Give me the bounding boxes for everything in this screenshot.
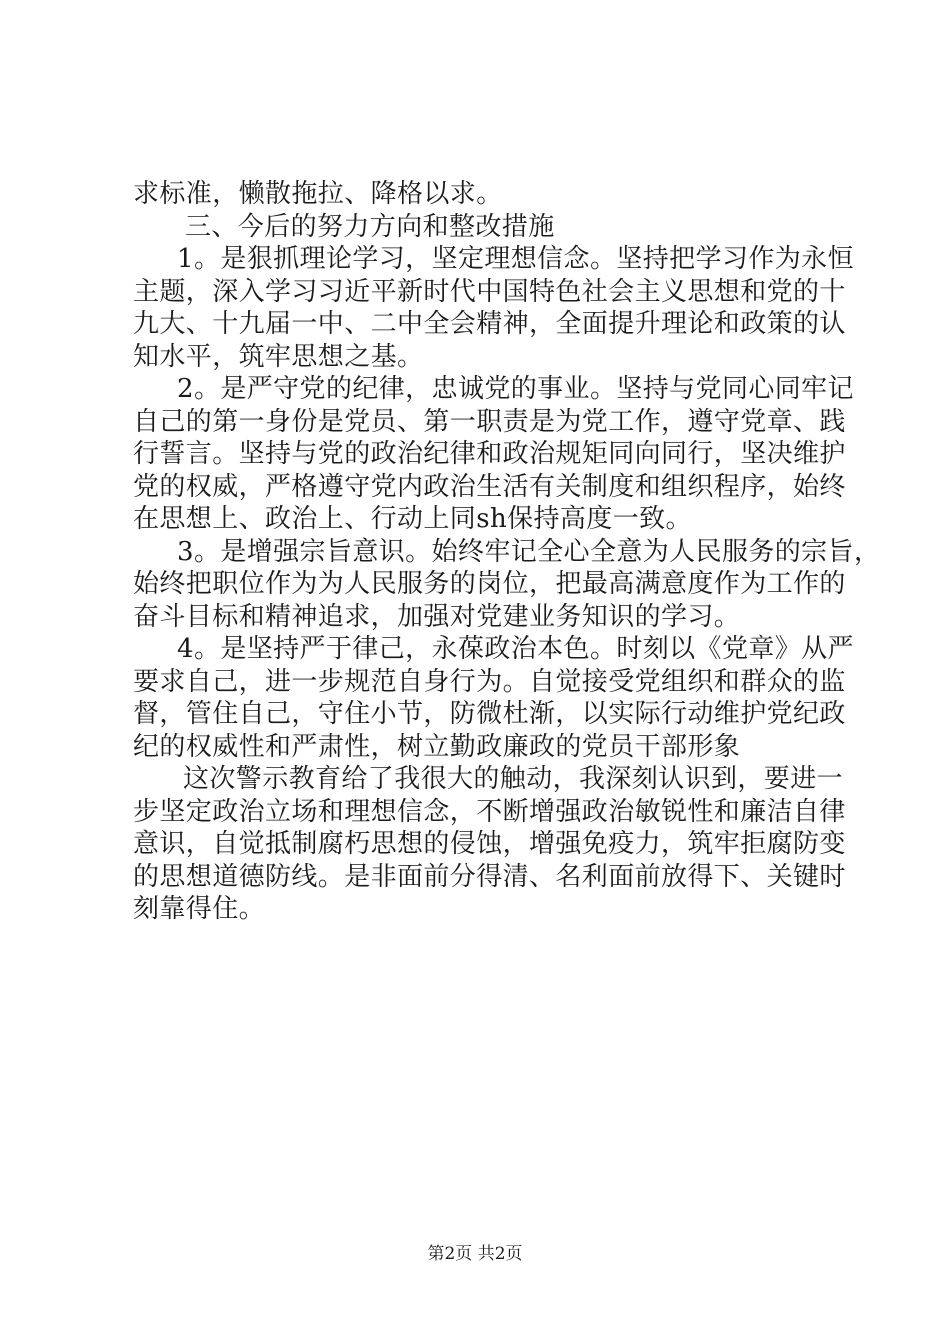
text-line: 求标准，懒散拖拉、降格以求。 bbox=[133, 179, 503, 209]
text-line: 奋斗目标和精神追求，加强对党建业务知识的学习。 bbox=[133, 601, 741, 632]
section-heading: 三、今后的努力方向和整改措施 bbox=[185, 211, 555, 242]
text-line: 知水平，筑牢思想之基。 bbox=[133, 341, 424, 372]
text-line: 行誓言。坚持与党的政治纪律和政治规矩同向同行，坚决维护 bbox=[133, 439, 846, 469]
text-line: 的思想道德防线。是非面前分得清、名利面前放得下、关键时 bbox=[133, 861, 846, 892]
text-line: 督，管住自己，守住小节，防微杜渐，以实际行动维护党纪政 bbox=[133, 699, 846, 729]
list-item-3-line: 3。是增强宗旨意识。始终牢记全心全意为人民服务的宗旨， bbox=[177, 536, 881, 567]
page-number-footer: 第2页 共2页 bbox=[427, 1244, 523, 1264]
text-line: 始终把职位作为为人民服务的岗位，把最高满意度作为工作的 bbox=[133, 569, 846, 599]
text-line: 纪的权威性和严肃性，树立勤政廉政的党员干部形象 bbox=[133, 731, 741, 762]
text-line: 党的权威，严格遵守党内政治生活有关制度和组织程序，始终 bbox=[133, 471, 846, 502]
text-line: 九大、十九届一中、二中全会精神，全面提升理论和政策的认 bbox=[133, 309, 846, 339]
text-line: 要求自己，进一步规范自身行为。自觉接受党组织和群众的监 bbox=[133, 666, 846, 697]
text-line: 主题，深入学习习近平新时代中国特色社会主义思想和党的十 bbox=[133, 276, 846, 307]
text-line: 意识，自觉抵制腐朽思想的侵蚀，增强免疫力，筑牢拒腐防变 bbox=[133, 829, 846, 859]
text-line: 步坚定政治立场和理想信念，不断增强政治敏锐性和廉洁自律 bbox=[133, 796, 846, 827]
list-item-2-line: 2。是严守党的纪律，忠诚党的事业。坚持与党同心同牢记 bbox=[177, 374, 854, 404]
document-body bbox=[133, 178, 881, 926]
list-item-4-line: 4。是坚持严于律己，永葆政治本色。时刻以《党章》从严 bbox=[177, 634, 854, 664]
list-item-1-line: 1。是狠抓理论学习，坚定理想信念。坚持把学习作为永恒 bbox=[177, 244, 854, 274]
text-line: 刻靠得住。 bbox=[133, 894, 266, 924]
closing-paragraph-line: 这次警示教育给了我很大的触动，我深刻认识到，要进一 bbox=[183, 764, 844, 794]
text-line: 自己的第一身份是党员、第一职责是为党工作，遵守党章、践 bbox=[133, 406, 846, 437]
text-line: 在思想上、政治上、行动上同sh保持高度一致。 bbox=[133, 504, 692, 534]
